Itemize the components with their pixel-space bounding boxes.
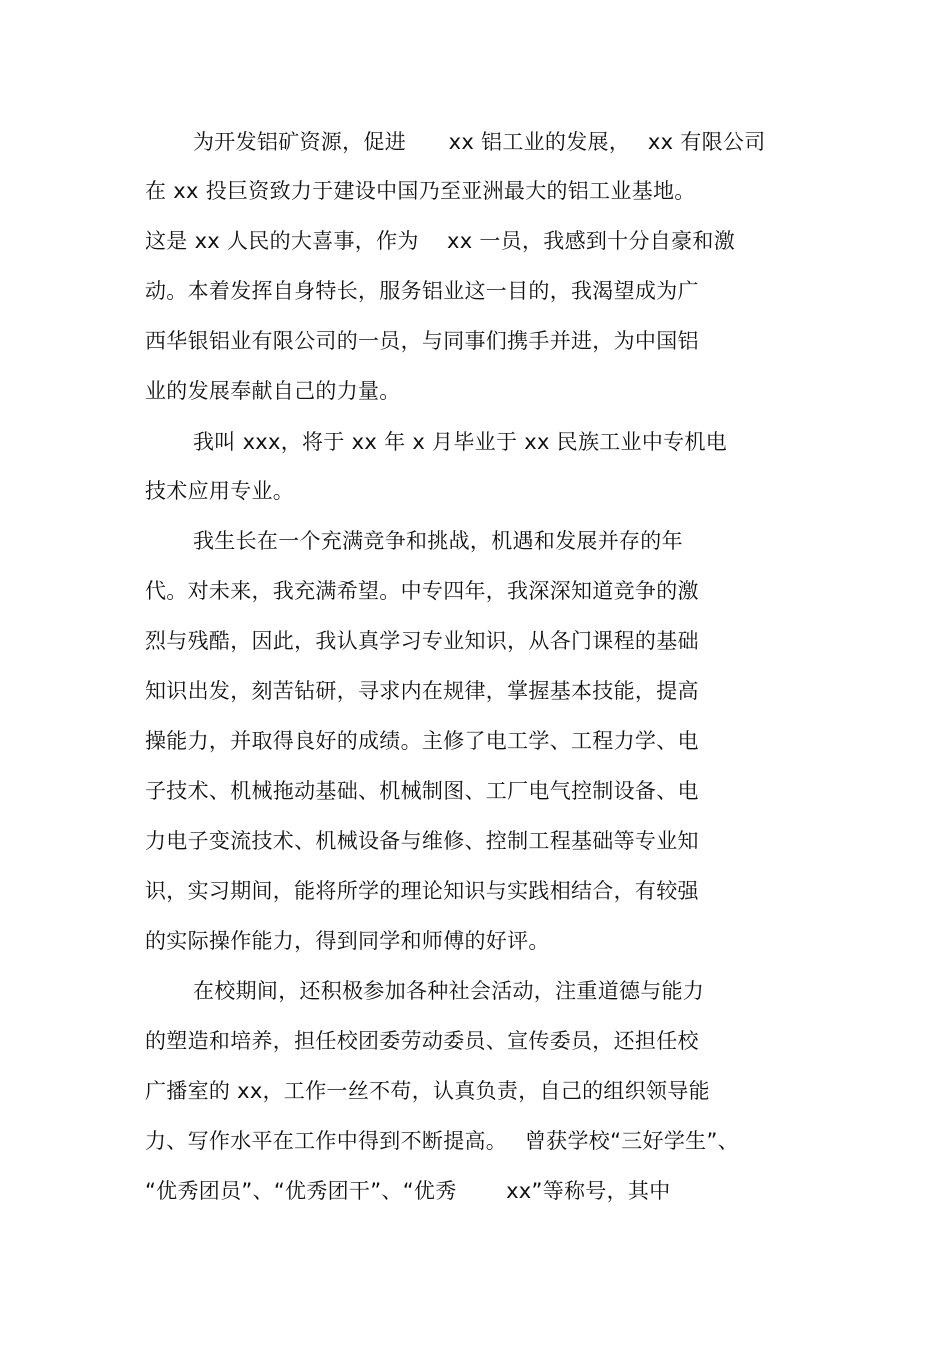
text-line: 烈与残酷，因此，我认真学习专业知识，从各门课程的基础 <box>145 629 699 653</box>
text-line: 知识出发，刻苦钻研，寻求内在规律，掌握基本技能，提高 <box>145 679 699 703</box>
text-line: 识，实习期间，能将所学的理论知识与实践相结合，有较强 <box>145 879 699 903</box>
text-line: 为开发铝矿资源，促进 xx 铝工业的发展， xx 有限公司 <box>193 130 766 154</box>
text-line: 这是 xx 人民的大喜事，作为 xx 一员，我感到十分自豪和激 <box>145 229 736 253</box>
text-line: “优秀团员”、“优秀团干”、“优秀 xx”等称号，其中 <box>145 1179 671 1203</box>
text-line: 我生长在一个充满竞争和挑战，机遇和发展并存的年 <box>193 529 683 553</box>
text-line: 广播室的 xx，工作一丝不苟，认真负责，自己的组织领导能 <box>145 1079 710 1103</box>
text-line: 操能力，并取得良好的成绩。主修了电工学、工程力学、电 <box>145 729 699 753</box>
text-line: 业的发展奉献自己的力量。 <box>145 379 401 403</box>
text-line: 代。对未来，我充满希望。中专四年，我深深知道竞争的激 <box>145 579 699 603</box>
text-line: 子技术、机械拖动基础、机械制图、工厂电气控制设备、电 <box>145 779 699 803</box>
text-line: 力、写作水平在工作中得到不断提高。 曾获学校“三好学生”、 <box>145 1129 739 1153</box>
text-line: 西华银铝业有限公司的一员，与同事们携手并进，为中国铝 <box>145 329 699 353</box>
text-line: 的实际操作能力，得到同学和师傅的好评。 <box>145 929 550 953</box>
text-line: 的塑造和培养，担任校团委劳动委员、宣传委员，还担任校 <box>145 1029 699 1053</box>
text-line: 在校期间，还积极参加各种社会活动，注重道德与能力 <box>193 979 705 1003</box>
text-line: 技术应用专业。 <box>145 479 295 503</box>
text-line: 力电子变流技术、机械设备与维修、控制工程基础等专业知 <box>145 829 699 853</box>
text-line: 我叫 xxx，将于 xx 年 x 月毕业于 xx 民族工业中专机电 <box>193 430 728 454</box>
text-line: 在 xx 投巨资致力于建设中国乃至亚洲最大的铝工业基地。 <box>145 179 696 203</box>
text-line: 动。本着发挥自身特长，服务铝业这一目的，我渴望成为广 <box>145 279 699 303</box>
